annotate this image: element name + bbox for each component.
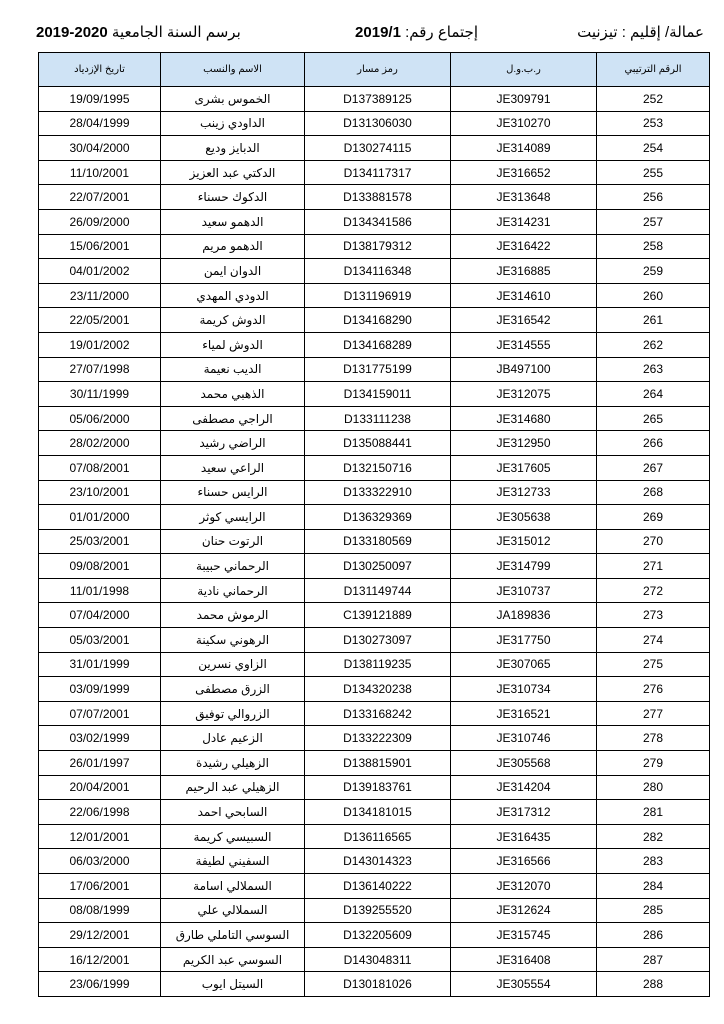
massar-cell: D132205609 [305, 923, 451, 948]
birth-cell: 01/01/2000 [39, 505, 161, 530]
birth-cell: 19/01/2002 [39, 332, 161, 357]
birth-cell: 07/08/2001 [39, 455, 161, 480]
table-row [39, 652, 710, 677]
table-row [39, 923, 710, 948]
rbv-cell: JE316408 [451, 947, 597, 972]
table-row [39, 480, 710, 505]
rbv-cell: JE305638 [451, 505, 597, 530]
birth-cell: 04/01/2002 [39, 259, 161, 284]
birth-cell: 08/08/1999 [39, 898, 161, 923]
rbv-cell: JE314680 [451, 406, 597, 431]
table-row [39, 455, 710, 480]
rank-cell: 281 [597, 800, 710, 825]
name-cell: الدودي المهدي [161, 283, 305, 308]
rank-cell: 268 [597, 480, 710, 505]
rank-cell: 263 [597, 357, 710, 382]
birth-cell: 06/03/2000 [39, 849, 161, 874]
table-row [39, 234, 710, 259]
table-row [39, 824, 710, 849]
birth-cell: 27/07/1998 [39, 357, 161, 382]
rank-cell: 265 [597, 406, 710, 431]
table-row [39, 283, 710, 308]
table-row [39, 259, 710, 284]
rbv-cell: JE310734 [451, 677, 597, 702]
table-row [39, 87, 710, 112]
name-cell: السوسي التاملي طارق [161, 923, 305, 948]
name-cell: السيتل ايوب [161, 972, 305, 997]
rbv-cell: JE305554 [451, 972, 597, 997]
massar-cell: D136116565 [305, 824, 451, 849]
rank-cell: 278 [597, 726, 710, 751]
massar-cell: D139183761 [305, 775, 451, 800]
rank-cell: 254 [597, 136, 710, 161]
name-cell: الراعي سعيد [161, 455, 305, 480]
birth-cell: 23/11/2000 [39, 283, 161, 308]
table-row [39, 701, 710, 726]
rbv-cell: JE310746 [451, 726, 597, 751]
rank-cell: 261 [597, 308, 710, 333]
rank-cell: 258 [597, 234, 710, 259]
table-row [39, 849, 710, 874]
table-row [39, 726, 710, 751]
table-row [39, 406, 710, 431]
rbv-cell: JA189836 [451, 603, 597, 628]
rank-cell: 277 [597, 701, 710, 726]
rbv-cell: JE314231 [451, 209, 597, 234]
massar-cell: D131149744 [305, 578, 451, 603]
academic-year [36, 23, 241, 41]
birth-cell: 31/01/1999 [39, 652, 161, 677]
rbv-cell: JE315745 [451, 923, 597, 948]
table-row [39, 308, 710, 333]
massar-cell: D134320238 [305, 677, 451, 702]
rbv-cell: JE316566 [451, 849, 597, 874]
table-row [39, 775, 710, 800]
birth-cell: 30/11/1999 [39, 382, 161, 407]
table-row [39, 751, 710, 776]
table-row [39, 431, 710, 456]
rbv-cell: JE316521 [451, 701, 597, 726]
rank-cell: 270 [597, 529, 710, 554]
name-cell: الرحماني نادية [161, 578, 305, 603]
rbv-cell: JE305568 [451, 751, 597, 776]
name-cell: الرتوت حنان [161, 529, 305, 554]
massar-cell: D130250097 [305, 554, 451, 579]
rank-cell: 284 [597, 874, 710, 899]
birth-cell: 05/06/2000 [39, 406, 161, 431]
col-massar-header: رمز مسار [305, 53, 451, 87]
massar-cell: D138179312 [305, 234, 451, 259]
table-row [39, 332, 710, 357]
rank-cell: 266 [597, 431, 710, 456]
rbv-cell: JE316652 [451, 160, 597, 185]
massar-cell: D134116348 [305, 259, 451, 284]
birth-cell: 19/09/1995 [39, 87, 161, 112]
birth-cell: 20/04/2001 [39, 775, 161, 800]
birth-cell: 11/01/1998 [39, 578, 161, 603]
table-row [39, 554, 710, 579]
massar-cell: C139121889 [305, 603, 451, 628]
table-row [39, 357, 710, 382]
rank-cell: 256 [597, 185, 710, 210]
birth-cell: 15/06/2001 [39, 234, 161, 259]
name-cell: الرحماني حبيبة [161, 554, 305, 579]
name-cell: الرايس حسناء [161, 480, 305, 505]
rbv-cell: JE314610 [451, 283, 597, 308]
table-row [39, 505, 710, 530]
birth-cell: 23/10/2001 [39, 480, 161, 505]
name-cell: السملالي علي [161, 898, 305, 923]
massar-cell: D138119235 [305, 652, 451, 677]
rbv-cell: JE309791 [451, 87, 597, 112]
prefecture-label: عمالة/ إقليم : تيزنيت [577, 24, 704, 41]
rbv-cell: JE314555 [451, 332, 597, 357]
massar-cell: D134159011 [305, 382, 451, 407]
rank-cell: 288 [597, 972, 710, 997]
table-row [39, 209, 710, 234]
name-cell: الرموش محمد [161, 603, 305, 628]
birth-cell: 11/10/2001 [39, 160, 161, 185]
rank-cell: 287 [597, 947, 710, 972]
massar-cell: D138815901 [305, 751, 451, 776]
name-cell: الزاوي نسرين [161, 652, 305, 677]
rank-cell: 272 [597, 578, 710, 603]
rank-cell: 260 [597, 283, 710, 308]
table-row [39, 874, 710, 899]
roster-body [39, 87, 710, 997]
rbv-cell: JE313648 [451, 185, 597, 210]
rank-cell: 275 [597, 652, 710, 677]
col-name-header: الاسم والنسب [161, 53, 305, 87]
birth-cell: 22/06/1998 [39, 800, 161, 825]
rbv-cell: JE316542 [451, 308, 597, 333]
massar-cell: D133881578 [305, 185, 451, 210]
name-cell: الدبايز وديع [161, 136, 305, 161]
rank-cell: 252 [597, 87, 710, 112]
massar-cell: D134341586 [305, 209, 451, 234]
birth-cell: 05/03/2001 [39, 628, 161, 653]
massar-cell: D143048311 [305, 947, 451, 972]
year-value: 2019-2020 [36, 24, 108, 41]
rbv-cell: JE312950 [451, 431, 597, 456]
table-row [39, 800, 710, 825]
table-row [39, 898, 710, 923]
rank-cell: 257 [597, 209, 710, 234]
name-cell: الديب نعيمة [161, 357, 305, 382]
name-cell: السفيني لطيفة [161, 849, 305, 874]
massar-cell: D131306030 [305, 111, 451, 136]
table-row [39, 382, 710, 407]
name-cell: الدوش كريمة [161, 308, 305, 333]
table-row [39, 160, 710, 185]
massar-cell: D143014323 [305, 849, 451, 874]
rank-cell: 276 [597, 677, 710, 702]
table-row [39, 529, 710, 554]
massar-cell: D136329369 [305, 505, 451, 530]
rbv-cell: JE314204 [451, 775, 597, 800]
document-header [36, 23, 704, 45]
rbv-cell: JE307065 [451, 652, 597, 677]
rbv-cell: JB497100 [451, 357, 597, 382]
rbv-cell: JE310270 [451, 111, 597, 136]
student-roster-table [38, 52, 710, 997]
meeting-info [355, 23, 478, 41]
rank-cell: 253 [597, 111, 710, 136]
birth-cell: 22/07/2001 [39, 185, 161, 210]
rank-cell: 279 [597, 751, 710, 776]
rank-cell: 262 [597, 332, 710, 357]
rbv-cell: JE312075 [451, 382, 597, 407]
name-cell: الزعيم عادل [161, 726, 305, 751]
birth-cell: 29/12/2001 [39, 923, 161, 948]
birth-cell: 26/09/2000 [39, 209, 161, 234]
massar-cell: D130181026 [305, 972, 451, 997]
name-cell: الزرق مصطفى [161, 677, 305, 702]
rbv-cell: JE312733 [451, 480, 597, 505]
name-cell: الراضي رشيد [161, 431, 305, 456]
rank-cell: 274 [597, 628, 710, 653]
rank-cell: 267 [597, 455, 710, 480]
name-cell: الدوان ايمن [161, 259, 305, 284]
name-cell: الزروالي توفيق [161, 701, 305, 726]
name-cell: الزهيلي عبد الرحيم [161, 775, 305, 800]
rank-cell: 285 [597, 898, 710, 923]
header-row [39, 53, 710, 87]
rbv-cell: JE314089 [451, 136, 597, 161]
massar-cell: D136140222 [305, 874, 451, 899]
table-row [39, 136, 710, 161]
rbv-cell: JE312070 [451, 874, 597, 899]
birth-cell: 28/04/1999 [39, 111, 161, 136]
rank-cell: 269 [597, 505, 710, 530]
birth-cell: 16/12/2001 [39, 947, 161, 972]
rank-cell: 259 [597, 259, 710, 284]
massar-cell: D137389125 [305, 87, 451, 112]
massar-cell: D133222309 [305, 726, 451, 751]
table-row [39, 578, 710, 603]
name-cell: الذهبي محمد [161, 382, 305, 407]
massar-cell: D139255520 [305, 898, 451, 923]
rbv-cell: JE316422 [451, 234, 597, 259]
rank-cell: 271 [597, 554, 710, 579]
name-cell: الرهوني سكينة [161, 628, 305, 653]
name-cell: الراجي مصطفى [161, 406, 305, 431]
massar-cell: D130273097 [305, 628, 451, 653]
birth-cell: 07/07/2001 [39, 701, 161, 726]
name-cell: الدوش لمياء [161, 332, 305, 357]
birth-cell: 22/05/2001 [39, 308, 161, 333]
name-cell: السوسي عبد الكريم [161, 947, 305, 972]
name-cell: الدكوك حسناء [161, 185, 305, 210]
name-cell: الزهيلي رشيدة [161, 751, 305, 776]
year-label: برسم السنة الجامعية [111, 24, 241, 41]
rbv-cell: JE315012 [451, 529, 597, 554]
rank-cell: 264 [597, 382, 710, 407]
table-row [39, 603, 710, 628]
table-row [39, 677, 710, 702]
col-rank-header: الرقم الترتيبي [597, 53, 710, 87]
rbv-cell: JE312624 [451, 898, 597, 923]
rank-cell: 273 [597, 603, 710, 628]
name-cell: السملالي اسامة [161, 874, 305, 899]
massar-cell: D131196919 [305, 283, 451, 308]
rbv-cell: JE317605 [451, 455, 597, 480]
rank-cell: 283 [597, 849, 710, 874]
table-row [39, 972, 710, 997]
birth-cell: 23/06/1999 [39, 972, 161, 997]
table-row [39, 111, 710, 136]
table-row [39, 628, 710, 653]
name-cell: السابحي احمد [161, 800, 305, 825]
birth-cell: 25/03/2001 [39, 529, 161, 554]
birth-cell: 03/02/1999 [39, 726, 161, 751]
massar-cell: D133180569 [305, 529, 451, 554]
name-cell: السبيسي كريمة [161, 824, 305, 849]
rbv-cell: JE317750 [451, 628, 597, 653]
massar-cell: D134117317 [305, 160, 451, 185]
rank-cell: 282 [597, 824, 710, 849]
meeting-label: إجتماع رقم: [405, 24, 478, 41]
massar-cell: D134168289 [305, 332, 451, 357]
rbv-cell: JE314799 [451, 554, 597, 579]
birth-cell: 30/04/2000 [39, 136, 161, 161]
col-birth-header: تاريخ الإزدياد [39, 53, 161, 87]
birth-cell: 09/08/2001 [39, 554, 161, 579]
rank-cell: 280 [597, 775, 710, 800]
birth-cell: 07/04/2000 [39, 603, 161, 628]
massar-cell: D134168290 [305, 308, 451, 333]
massar-cell: D133111238 [305, 406, 451, 431]
name-cell: الداودي زينب [161, 111, 305, 136]
massar-cell: D132150716 [305, 455, 451, 480]
rbv-cell: JE316435 [451, 824, 597, 849]
name-cell: الدهمو مريم [161, 234, 305, 259]
name-cell: الدهمو سعيد [161, 209, 305, 234]
massar-cell: D135088441 [305, 431, 451, 456]
birth-cell: 28/02/2000 [39, 431, 161, 456]
rank-cell: 255 [597, 160, 710, 185]
meeting-number: 2019/1 [355, 24, 401, 41]
birth-cell: 03/09/1999 [39, 677, 161, 702]
name-cell: الدكتي عبد العزيز [161, 160, 305, 185]
table-row [39, 947, 710, 972]
rbv-cell: JE310737 [451, 578, 597, 603]
birth-cell: 12/01/2001 [39, 824, 161, 849]
massar-cell: D130274115 [305, 136, 451, 161]
massar-cell: D134181015 [305, 800, 451, 825]
rbv-cell: JE316885 [451, 259, 597, 284]
name-cell: الرايسي كوثر [161, 505, 305, 530]
name-cell: الخموس بشرى [161, 87, 305, 112]
col-rbv-header: ر.ب.و.ل [451, 53, 597, 87]
massar-cell: D133322910 [305, 480, 451, 505]
massar-cell: D133168242 [305, 701, 451, 726]
rank-cell: 286 [597, 923, 710, 948]
birth-cell: 26/01/1997 [39, 751, 161, 776]
massar-cell: D131775199 [305, 357, 451, 382]
table-row [39, 185, 710, 210]
birth-cell: 17/06/2001 [39, 874, 161, 899]
rbv-cell: JE317312 [451, 800, 597, 825]
